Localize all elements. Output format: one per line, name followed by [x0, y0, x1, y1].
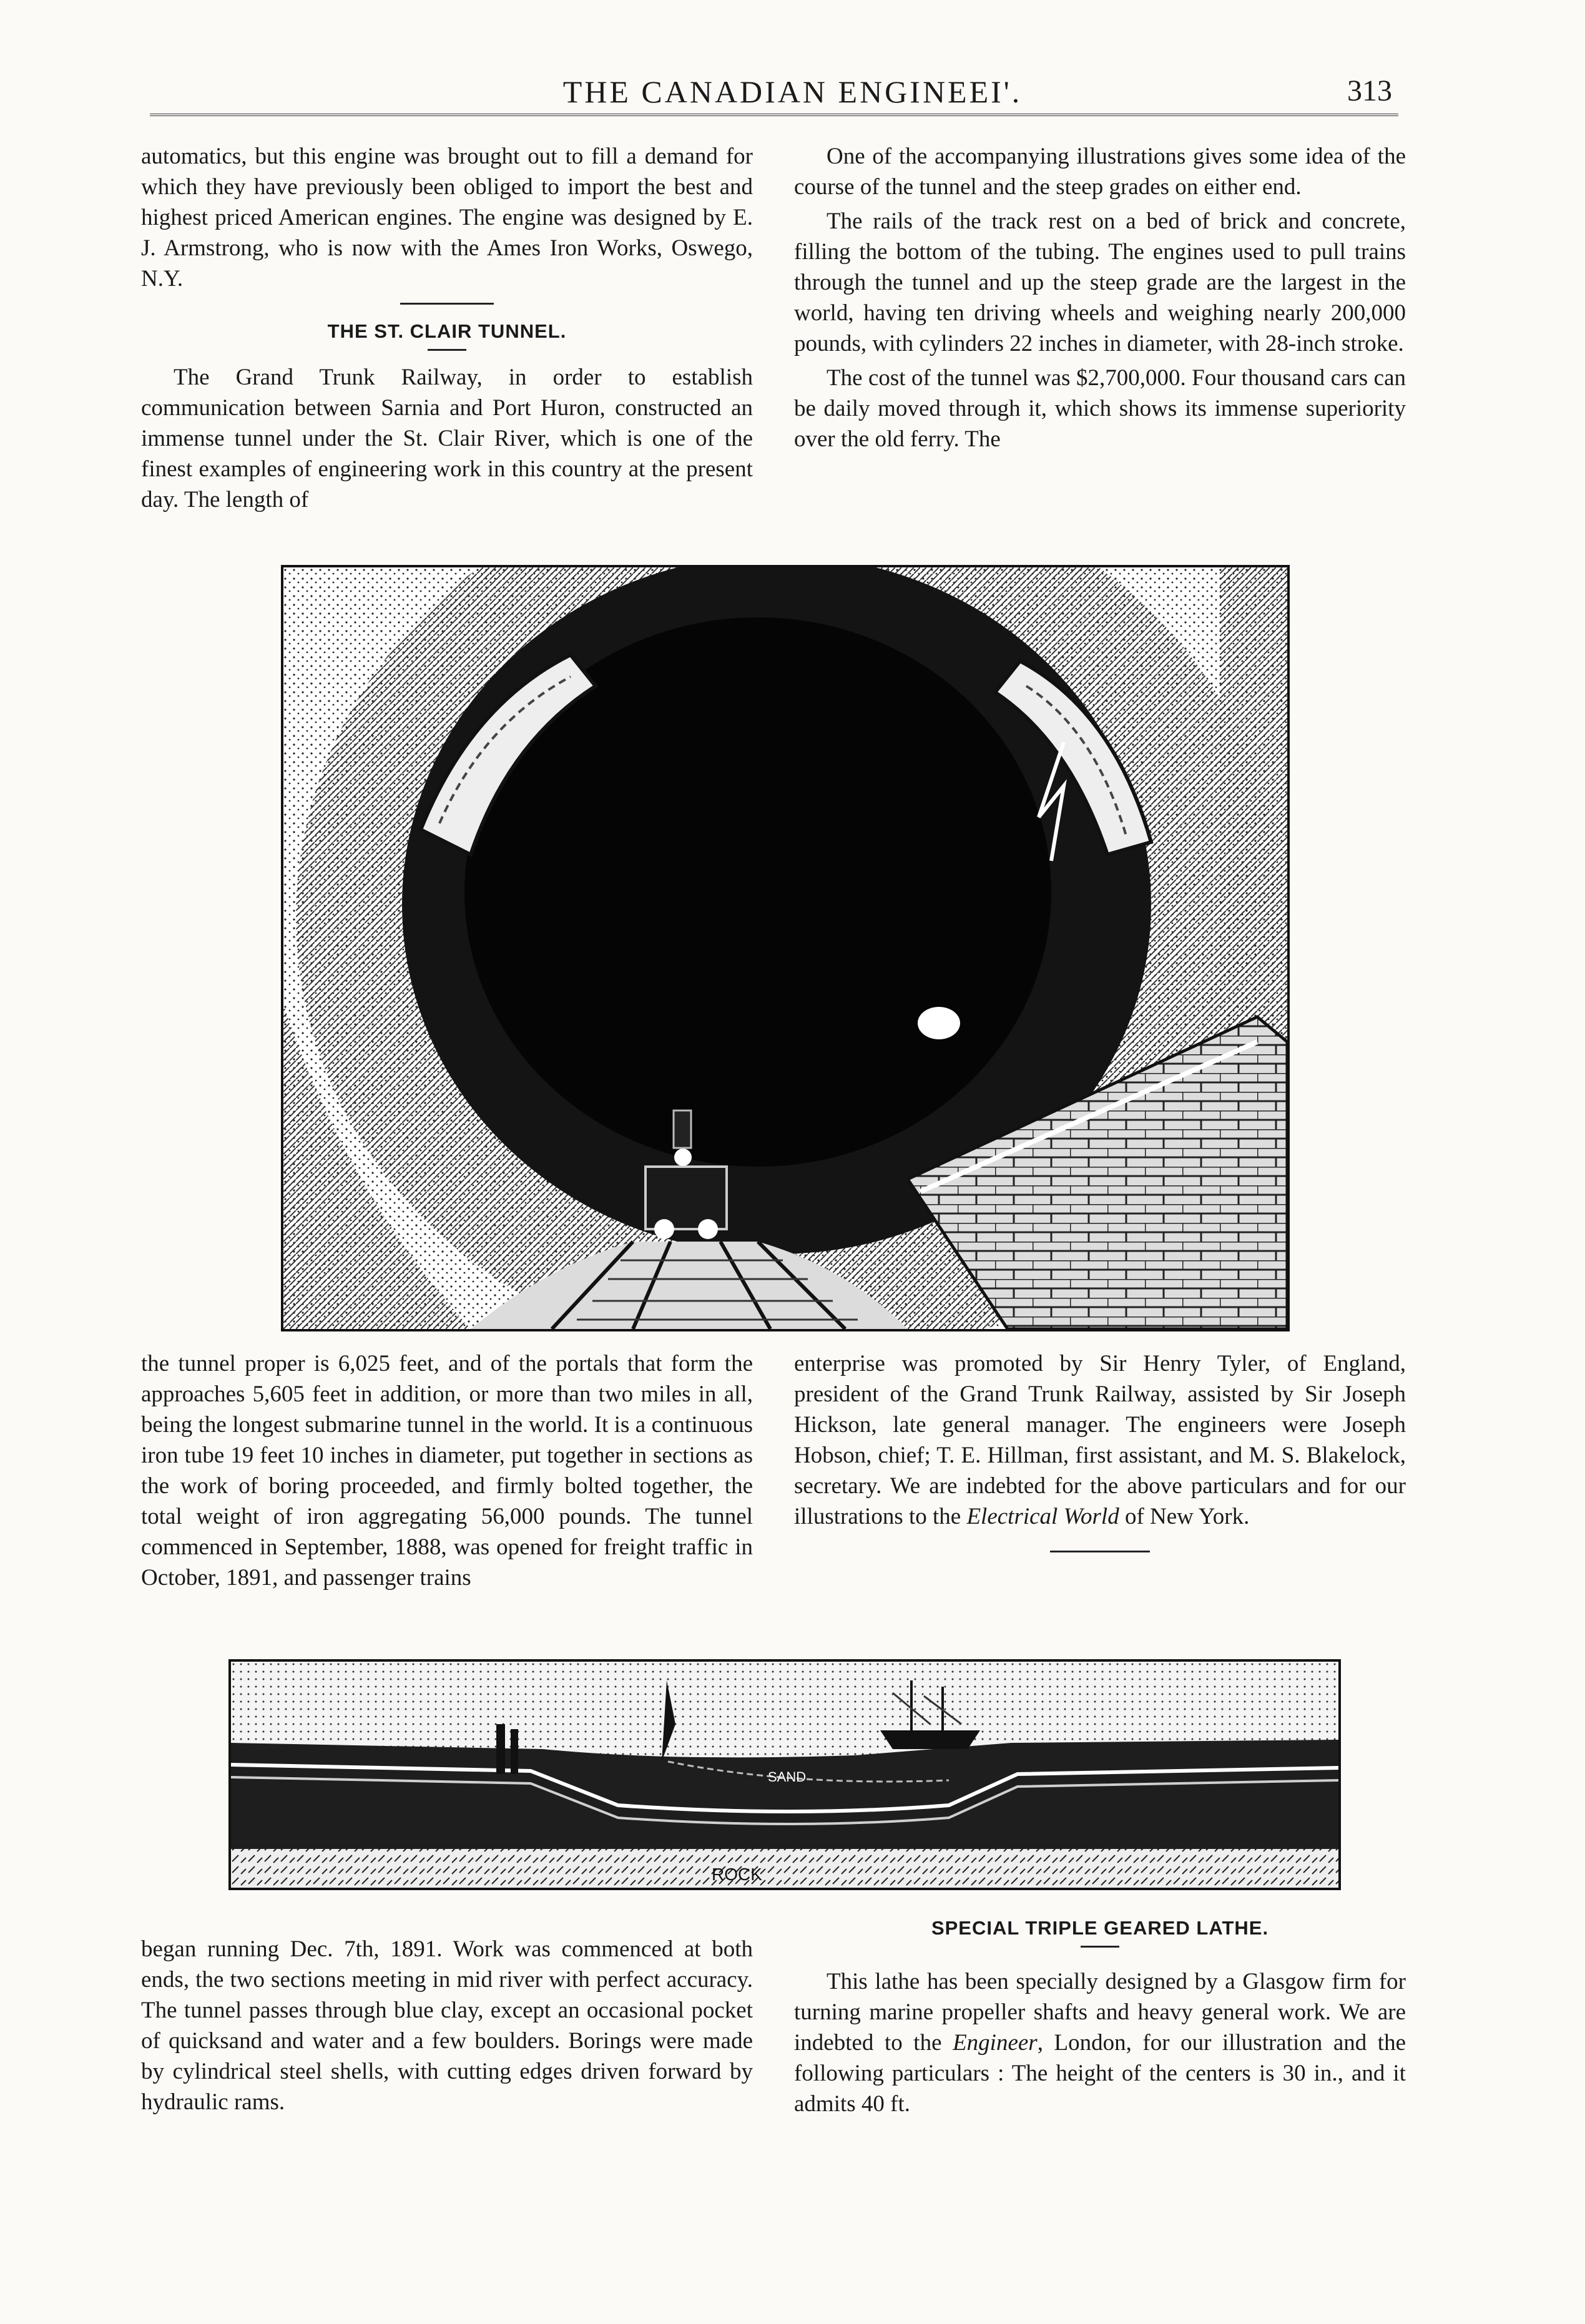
paragraph-rails: The rails of the track rest on a bed of brick and concrete, filling the bottom of the tubing. The engines used to pull trains through the tunnel and up the steep grade are the largest in the world, having ten driving wheels and weighing nearly 200,000 pounds, with cylinders 22 inches in diameter, with 28-inch stroke. — [794, 208, 1406, 356]
lathe-text: This lathe has been specially designed by a Glasgow firm for turning marine propeller shafts and heavy general work. We are indebted to the — [794, 1969, 1406, 2056]
bottom-right-column — [794, 1901, 1406, 2123]
cross-section-drawing — [231, 1662, 1338, 1888]
promoters-end: of New York. — [1124, 1504, 1250, 1529]
paragraph-engine-end: automatics, but this engine was brought out to fill a demand for which they have previously been obliged to import the best and highest priced American engines. The engine was designed by E. J. Armstrong, who is now with the Ames Iron Works, Oswego, N.Y. — [141, 144, 753, 292]
paragraph-lathe — [794, 1966, 1406, 2119]
top-right-column — [794, 141, 1406, 458]
section-divider — [400, 303, 494, 305]
tunnel-interior-illustration — [281, 565, 1290, 1331]
paragraph-promoters — [794, 1348, 1406, 1532]
paragraph-cost: The cost of the tunnel was $2,700,000. Four thousand cars can be daily moved through it, which shows its immense superiority over the old ferry. The — [794, 365, 1406, 452]
promoters-text: enterprise was promoted by Sir Henry Tyler, of England, president of the Grand Trunk Railway, assisted by Sir Joseph Hickson, late general manager. The engineers were Joseph Hobson, chief; T. E. Hillman, first assistant, and M. S. Blakelock, secretary. We are indebted for the above particulars and for our illustrations to the — [794, 1351, 1406, 1529]
paragraph-tunnel-length: the tunnel proper is 6,025 feet, and of the portals that form the approaches 5,605 feet in addition, or more than two miles in all, being the longest submarine tunnel in the world. It is a continuous iron tube 19 feet 10 inches in diameter, put together in sections as the work of boring proceeded, and firmly bolted together, the total weight of iron aggregating 56,000 pounds. The tunnel commenced in September, 1888, was opened for freight traffic in October, 1891, and passenger trains — [141, 1351, 753, 1591]
middle-left-column — [141, 1348, 753, 1597]
sand-label: SAND — [768, 1769, 807, 1785]
bottom-left-column — [141, 1934, 753, 2121]
middle-right-column — [794, 1348, 1406, 1552]
rock-label: ROCK — [712, 1865, 762, 1884]
electrical-world-title: Electrical World — [966, 1504, 1119, 1529]
article-end-rule — [1050, 1551, 1150, 1552]
tunnel-cross-section-illustration — [228, 1659, 1341, 1890]
page-number: 313 — [1347, 74, 1392, 107]
title-underline — [428, 349, 466, 351]
paragraph-illustrations: One of the accompanying illustrations gives some idea of the course of the tunnel and the steep grades on either end. — [794, 144, 1406, 200]
lathe-title-underline — [1081, 1946, 1119, 1948]
section-title-st-clair-tunnel: THE ST. CLAIR TUNNEL. — [327, 320, 567, 342]
tunnel-interior-drawing — [283, 567, 1287, 1329]
paragraph-tunnel-intro: The Grand Trunk Railway, in order to establish communication between Sarnia and Port Huron, constructed an immense tunnel under the St. Clair River, which is one of the finest examples of engineering work in this country at the present day. The length of — [141, 365, 753, 512]
running-header-title: THE CANADIAN ENGINEEI'. — [562, 74, 1023, 109]
lathe-end: , London, for our illustration and the following particulars : The height of the centers is 30 in., and it admits 40 ft. — [794, 2030, 1406, 2117]
paragraph-construction: began running Dec. 7th, 1891. Work was commenced at both ends, the two sections meeting in mid river with perfect accuracy. The tunnel passes through blue clay, except an occasional pocket of quicksand and water and a few boulders. Borings were made by cylindrical steel shells, with cutting edges driven forward by hydraulic rams. — [141, 1936, 753, 2115]
header-rule — [150, 114, 1398, 116]
top-left-column — [141, 141, 753, 519]
section-title-triple-geared-lathe: SPECIAL TRIPLE GEARED LATHE. — [931, 1917, 1269, 1939]
engineer-title: Engineer — [953, 2030, 1038, 2056]
